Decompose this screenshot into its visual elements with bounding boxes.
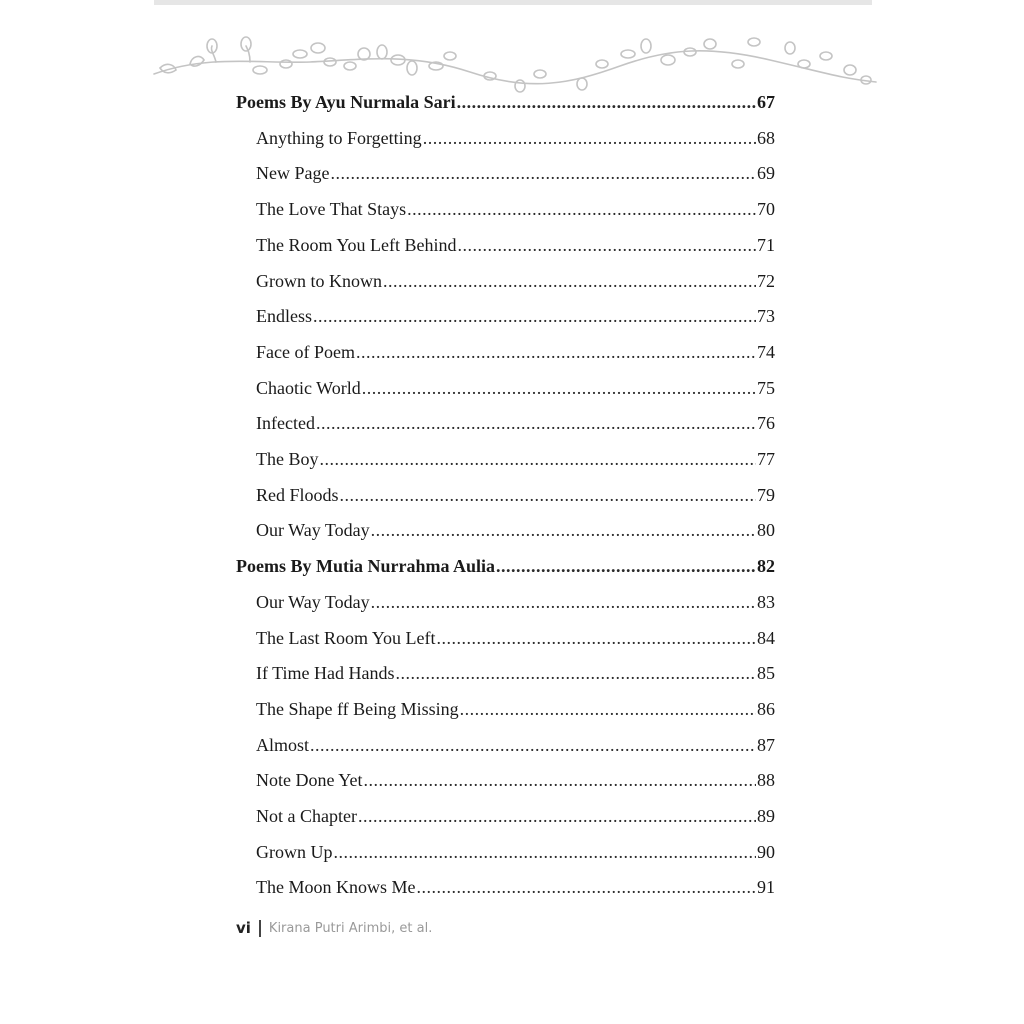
- toc-item-page: 80: [757, 520, 775, 541]
- toc-item-title: The Moon Knows Me: [256, 877, 416, 898]
- toc-item-title: The Boy: [256, 449, 319, 469]
- toc-dot-leader: [457, 92, 756, 113]
- toc-item-title: Our Way Today: [256, 520, 370, 541]
- toc-dot-leader: [340, 485, 756, 506]
- toc-item-entry[interactable]: [256, 628, 775, 649]
- toc-dot-leader: [310, 735, 756, 756]
- toc-item-page: 77: [757, 449, 775, 469]
- toc-dot-leader: [417, 877, 757, 898]
- toc-section-entry[interactable]: [236, 92, 775, 113]
- toc-item-entry[interactable]: [256, 485, 775, 506]
- toc-section-title: Poems By Mutia Nurrahma Aulia: [236, 556, 495, 577]
- toc-item-title: The Room You Left Behind: [256, 234, 457, 255]
- toc-item-title: Almost: [256, 734, 310, 755]
- toc-item-title: If Time Had Hands: [256, 663, 395, 684]
- toc-dot-leader: [356, 342, 756, 363]
- toc-dot-leader: [371, 592, 756, 613]
- toc-item-entry[interactable]: [256, 592, 775, 613]
- toc-item-page: 68: [757, 127, 775, 148]
- toc-item-title: Endless: [256, 306, 312, 327]
- toc-item-entry[interactable]: [256, 271, 775, 292]
- toc-item-title: Infected: [256, 413, 315, 434]
- toc-item-page: 91: [757, 877, 775, 898]
- toc-item-page: 71: [757, 234, 775, 255]
- toc-dot-leader: [423, 128, 756, 149]
- toc-item-entry[interactable]: [256, 306, 775, 327]
- toc-item-page: 73: [757, 306, 775, 327]
- toc-dot-leader: [383, 271, 756, 292]
- toc-dot-leader: [460, 699, 756, 720]
- toc-item-title: New Page: [256, 163, 330, 184]
- toc-item-page: 84: [757, 627, 775, 648]
- toc-item-entry[interactable]: [256, 735, 775, 756]
- toc-item-title: Red Floods: [256, 484, 339, 505]
- toc-dot-leader: [316, 413, 756, 434]
- toc-item-entry[interactable]: [256, 378, 775, 399]
- toc-dot-leader: [396, 663, 757, 684]
- toc-item-page: 88: [757, 770, 775, 791]
- toc-item-entry[interactable]: [256, 877, 775, 898]
- toc-item-entry[interactable]: [256, 770, 775, 791]
- toc-item-entry[interactable]: [256, 449, 775, 470]
- toc-item-title: Grown Up: [256, 841, 333, 862]
- toc-item-page: 72: [757, 270, 775, 291]
- toc-dot-leader: [407, 199, 756, 220]
- toc-item-entry[interactable]: [256, 413, 775, 434]
- toc-item-page: 87: [757, 734, 775, 755]
- toc-item-entry[interactable]: [256, 842, 775, 863]
- toc-dot-leader: [362, 378, 756, 399]
- toc-item-title: Chaotic World: [256, 377, 361, 398]
- toc-item-entry[interactable]: [256, 128, 775, 149]
- toc-item-page: 85: [757, 663, 775, 684]
- toc-item-title: Not a Chapter: [256, 806, 357, 826]
- toc-item-page: 70: [757, 199, 775, 220]
- toc-dot-leader: [458, 235, 757, 256]
- toc-item-page: 69: [757, 163, 775, 184]
- toc-dot-leader: [496, 556, 756, 577]
- toc-item-entry[interactable]: [256, 342, 775, 363]
- toc-item-page: 83: [757, 591, 775, 612]
- toc-item-entry[interactable]: [256, 699, 775, 720]
- toc-dot-leader: [320, 449, 757, 470]
- toc-section-page: 82: [757, 556, 775, 577]
- toc-item-title: Anything to Forgetting: [256, 127, 422, 148]
- toc-item-page: 79: [757, 484, 775, 505]
- toc-section-entry[interactable]: [236, 556, 775, 577]
- toc-item-page: 90: [757, 841, 775, 862]
- toc-item-page: 86: [757, 698, 775, 719]
- toc-item-page: 89: [757, 806, 775, 826]
- toc-item-page: 76: [757, 413, 775, 434]
- toc-item-title: The Love That Stays: [256, 199, 407, 220]
- toc-dot-leader: [313, 306, 756, 327]
- toc-item-entry[interactable]: [256, 520, 775, 541]
- toc-item-entry[interactable]: [256, 163, 775, 184]
- page-number: vi: [236, 919, 251, 937]
- toc-dot-leader: [437, 628, 757, 649]
- toc-item-title: Our Way Today: [256, 591, 370, 612]
- toc-item-entry[interactable]: [256, 806, 775, 827]
- toc-item-entry[interactable]: [256, 663, 775, 684]
- toc-item-title: The Shape ff Being Missing: [256, 698, 459, 719]
- toc-section-title: Poems By Ayu Nurmala Sari: [236, 92, 456, 112]
- toc-item-entry[interactable]: [256, 235, 775, 256]
- page-footer: [236, 917, 432, 939]
- running-title: Kirana Putri Arimbi, et al.: [268, 920, 433, 936]
- toc-section-page: 67: [757, 92, 775, 112]
- toc-dot-leader: [364, 770, 757, 791]
- toc-dot-leader: [358, 806, 756, 827]
- footer-separator: [259, 920, 261, 937]
- toc-item-title: Grown to Known: [256, 270, 382, 291]
- toc-item-title: The Last Room You Left: [256, 627, 436, 648]
- toc-item-page: 75: [757, 377, 775, 398]
- toc-item-title: Face of Poem: [256, 341, 355, 362]
- toc-item-page: 74: [757, 341, 775, 362]
- toc-item-title: Note Done Yet: [256, 770, 363, 791]
- toc-dot-leader: [371, 520, 756, 541]
- toc-dot-leader: [330, 163, 756, 184]
- toc-dot-leader: [334, 842, 757, 863]
- toc-item-entry[interactable]: [256, 199, 775, 220]
